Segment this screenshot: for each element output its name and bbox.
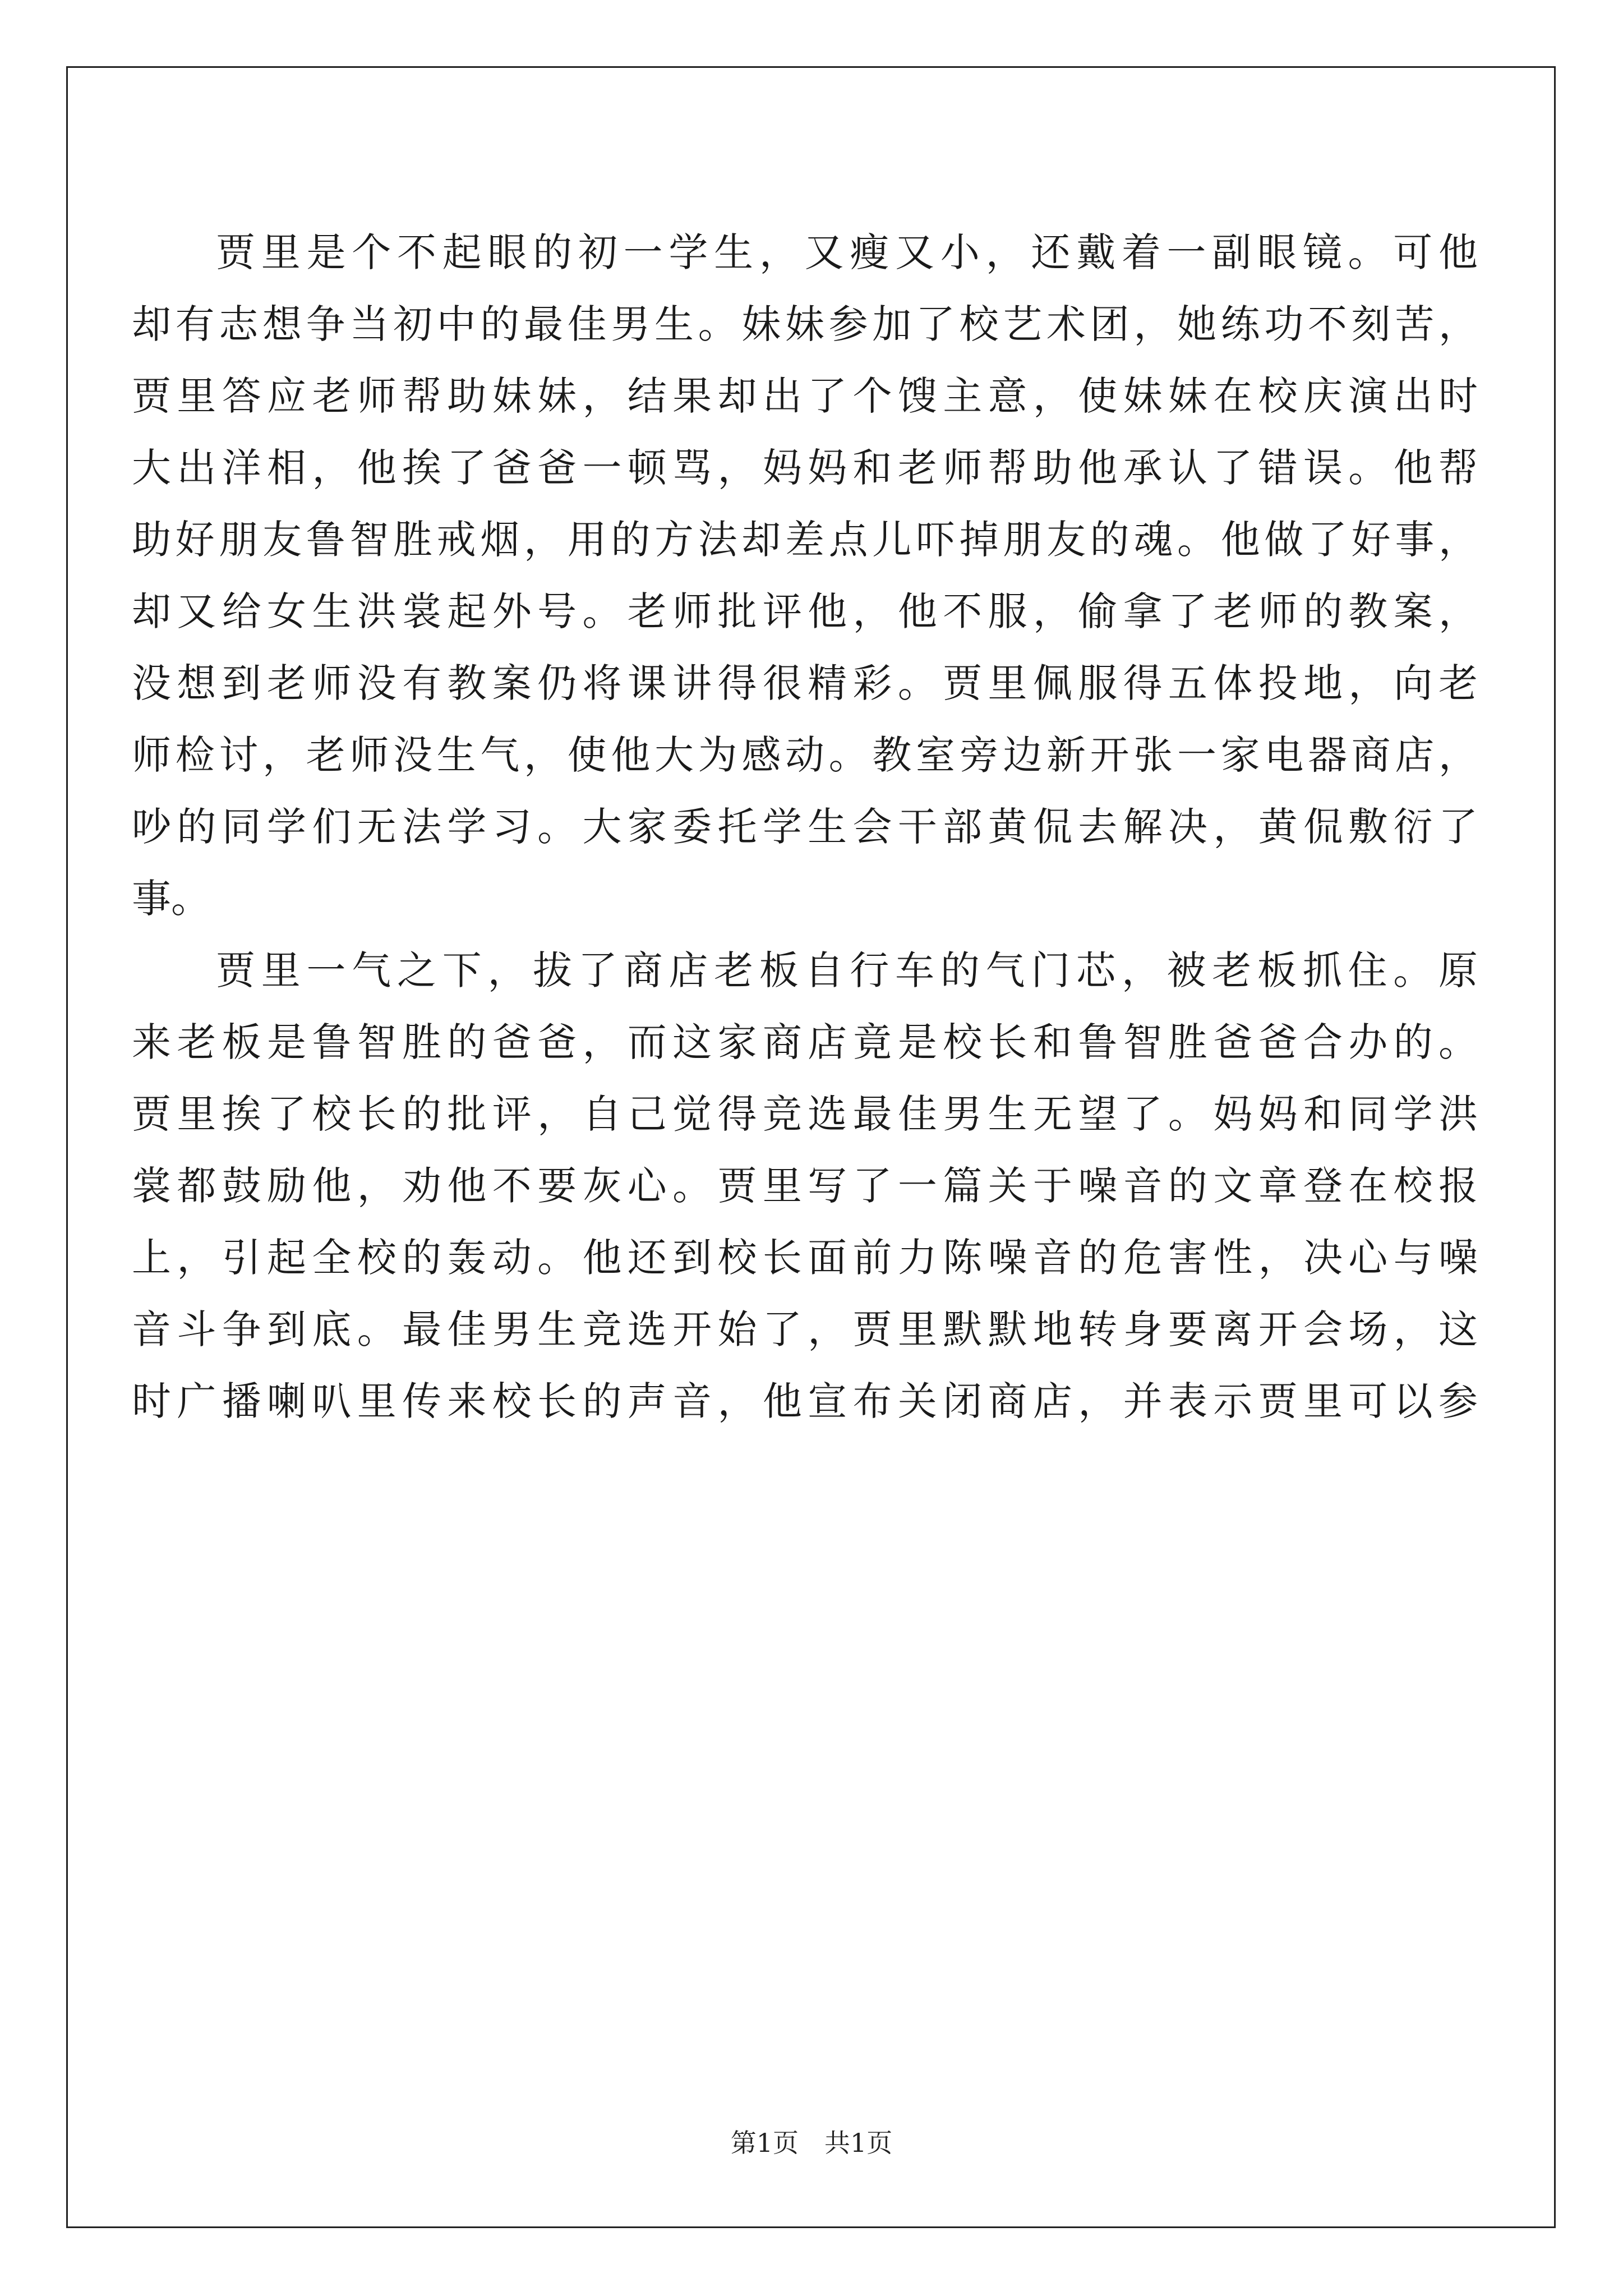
paragraph-2-line-3: 贾里挨了校长的批评，自己觉得竞选最佳男生无望了。妈妈和同学洪 bbox=[132, 1091, 1478, 1137]
paragraph-2-line-7: 时广播喇叭里传来校长的声音，他宣布关闭商店，并表示贾里可以参 bbox=[132, 1378, 1478, 1424]
paragraph-1-line-10: 事。 bbox=[132, 876, 210, 922]
paragraph-2-line-6: 音斗争到底。最佳男生竞选开始了，贾里默默地转身要离开会场，这 bbox=[132, 1306, 1478, 1352]
paragraph-1-line-8: 师检讨，老师没生气，使他大为感动。教室旁边新开张一家电器商店， bbox=[132, 732, 1478, 778]
paragraph-1-line-7: 没想到老师没有教案仍将课讲得很精彩。贾里佩服得五体投地，向老 bbox=[132, 660, 1478, 706]
document-body bbox=[132, 0, 1478, 1963]
paragraph-1-line-5: 助好朋友鲁智胜戒烟，用的方法却差点儿吓掉朋友的魂。他做了好事， bbox=[132, 517, 1478, 563]
paragraph-1-line-1: 贾里是个不起眼的初一学生，又瘦又小，还戴着一副眼镜。可他 bbox=[216, 229, 1478, 275]
paragraph-1-line-4: 大出洋相，他挨了爸爸一顿骂，妈妈和老师帮助他承认了错误。他帮 bbox=[132, 445, 1478, 491]
paragraph-2-line-5: 上，引起全校的轰动。他还到校长面前力陈噪音的危害性，决心与噪 bbox=[132, 1235, 1478, 1281]
paragraph-1-line-6: 却又给女生洪裳起外号。老师批评他，他不服，偷拿了老师的教案， bbox=[132, 588, 1478, 634]
paragraph-2-line-2: 来老板是鲁智胜的爸爸，而这家商店竟是校长和鲁智胜爸爸合办的。 bbox=[132, 1019, 1478, 1065]
page-footer: 第1页 共1页 bbox=[730, 2128, 893, 2158]
paragraph-2-line-4: 裳都鼓励他，劝他不要灰心。贾里写了一篇关于噪音的文章登在校报 bbox=[132, 1163, 1478, 1209]
paragraph-1-line-9: 吵的同学们无法学习。大家委托学生会干部黄侃去解决，黄侃敷衍了 bbox=[132, 804, 1478, 850]
paragraph-2-line-1: 贾里一气之下，拔了商店老板自行车的气门芯，被老板抓住。原 bbox=[216, 947, 1478, 993]
paragraph-1-line-3: 贾里答应老师帮助妹妹，结果却出了个馊主意，使妹妹在校庆演出时 bbox=[132, 373, 1478, 419]
paragraph-1-line-2: 却有志想争当初中的最佳男生。妹妹参加了校艺术团，她练功不刻苦， bbox=[132, 301, 1478, 347]
